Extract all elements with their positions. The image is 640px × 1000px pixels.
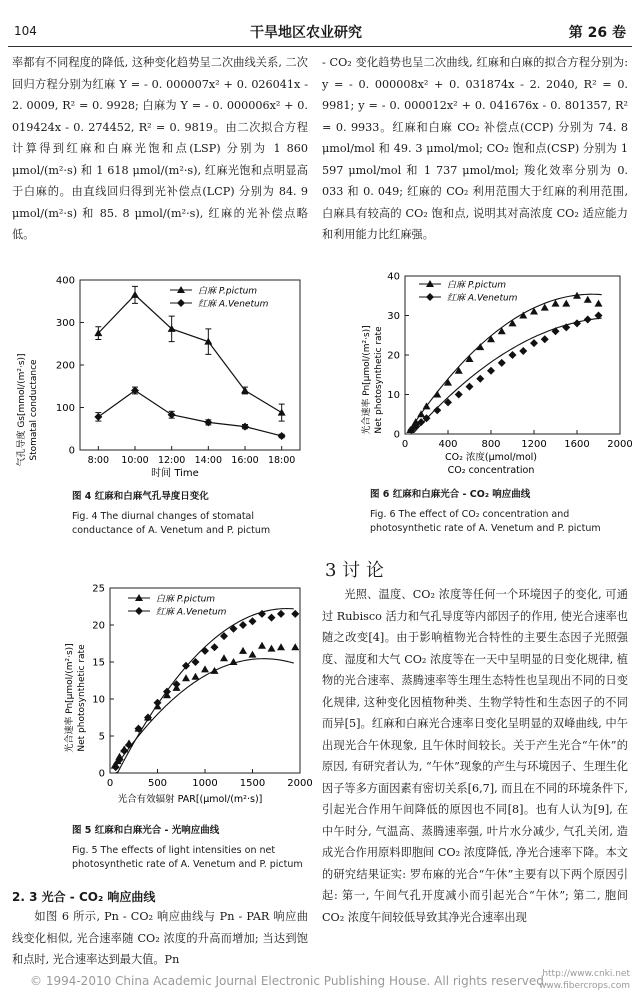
fig6-data-point — [509, 319, 517, 326]
fig5-data-point — [268, 614, 276, 622]
fig5-data-point — [230, 658, 238, 665]
fig4-ylabel-en: Stomatal conductance — [29, 359, 39, 461]
fig5-xtick-label: 1500 — [239, 778, 266, 789]
fig5-ylabel-zh: 光合速率 Pn[μmol/(m²·s)] — [65, 643, 75, 753]
fig6-data-point — [487, 367, 495, 375]
fig4-xlabel: 时间 Time — [151, 468, 199, 479]
section-2-3-text — [12, 906, 308, 971]
section-3-text — [322, 584, 628, 928]
fig5-data-point — [192, 673, 200, 680]
fig6-data-point — [455, 391, 463, 399]
fig5-data-point — [211, 643, 219, 651]
fig5-caption-en: Fig. 5 The effects of light intensities on net photosynthetic rate of A. Venetum and P. pictum — [72, 845, 303, 870]
fig5-data-point — [249, 651, 257, 658]
fig4-xtick-label: 12:00 — [157, 455, 186, 466]
fig6-data-point — [595, 300, 603, 307]
fig6-ylabel-zh: 光合速率 Pn[μmol/(m²·s)] — [362, 325, 372, 435]
page-footer — [0, 964, 640, 1000]
fig5-data-point — [277, 643, 285, 650]
legend-marker — [177, 299, 185, 307]
fig4-ylabel-zh: 气孔导度 Gs[mmol/(m²·s)] — [17, 353, 27, 467]
fig4-ytick-label: 100 — [55, 403, 75, 414]
fig5-data-point — [239, 647, 247, 654]
fig5-ytick-label: 5 — [98, 731, 105, 743]
figure-5 — [10, 578, 313, 808]
fig6-fit-curve — [414, 294, 602, 424]
left-column-text — [12, 52, 308, 246]
fig6-data-point — [573, 319, 581, 327]
fig6-data-point — [584, 296, 592, 303]
fig4-data-point — [131, 387, 139, 395]
fig5-ytick-label: 0 — [98, 768, 105, 780]
fig4-caption-en: Fig. 4 The diurnal changes of stomatal conductance of A. Venetum and P. pictum — [72, 511, 271, 536]
fig6-caption-en: Fig. 6 The effect of CO₂ concentration and photosynthetic rate of A. Venetum and P. pictum — [370, 509, 601, 534]
fig5-ytick-label: 20 — [92, 620, 105, 632]
page-number: 104 — [14, 24, 37, 38]
fig6-data-point — [541, 335, 549, 343]
fig4-data-point — [278, 409, 286, 416]
fig6-data-point — [423, 402, 431, 409]
fig4-xtick-label: 10:00 — [121, 455, 149, 466]
fig6-xtick-label: 800 — [481, 439, 501, 450]
fig6-xlabel-en: CO₂ concentration — [447, 465, 535, 476]
figure-4-chart — [10, 270, 310, 480]
fig6-data-point — [476, 343, 484, 350]
fig6-ytick-label: 40 — [387, 271, 400, 283]
figure-5-chart — [10, 578, 313, 808]
fig6-data-point — [509, 351, 517, 359]
fig5-data-point — [201, 665, 209, 672]
paragraph: 光照、温度、CO₂ 浓度等任何一个环境因子的变化, 可通过 Rubisco 活力和气孔导度等内部因子的作用, 使光合速率也随之改变[4]。由于影响植物光合特性的主要生态因子光照强度、湿度和大气 CO₂ 浓度等在一天中呈明显的日变化规律, 植物的光合速率、蒸腾速率等生理生态特性也呈现出不同的日变化规律, 这种变化因植物种类、生物学特性和生态因子的不同而异[5]。红麻和白麻光合速率日变化呈明显的双峰曲线, 中午出现光合午休现象, 且午休时间较长。关于产生光合“午休”的原因, 有研究者认为, “午休”现象的产生与环境因子、生理生化因子等多方面因素有密切关系[6,7], 而且在不同的环境条件下, 引起光合作用午间降低的原因也不同[8]。也有人认为[9], 在中午时分, 气温高、蒸腾速率强, 叶片水分减少, 气孔关闭, 造成光合作用原料即胞间 CO₂ 浓度降低, 净光合速率下降。本文的研究结果证实: 罗布麻的光合“午休”主要有以下两个原因引起: 第一, 午间气孔开度减小而引起光合“午休”; 第二, 胞间 CO₂ 浓度午间较低导致其净光合速率出现 — [322, 588, 628, 924]
volume-label: 第 26 卷 — [568, 25, 626, 41]
watermark-fibercrops: www.fibercrops.com — [539, 981, 630, 991]
fig6-data-point — [466, 383, 474, 391]
fig5-ytick-label: 15 — [92, 657, 105, 669]
legend-label: 白麻 P.pictum — [198, 286, 258, 297]
fig5-data-point — [277, 610, 285, 618]
fig6-data-point — [519, 347, 527, 355]
legend-label: 白麻 P.pictum — [447, 280, 507, 291]
page-header — [0, 0, 640, 46]
footer-watermark — [539, 968, 630, 992]
fig6-data-point — [476, 375, 484, 383]
fig5-data-point — [249, 617, 257, 625]
fig6-data-point — [417, 410, 425, 417]
fig5-data-point — [268, 645, 276, 652]
fig6-ytick-label: 30 — [387, 311, 400, 322]
fig4-xtick-label: 8:00 — [87, 455, 110, 466]
fig5-data-point — [120, 747, 128, 755]
fig5-data-point — [291, 643, 299, 650]
fig4-xtick-label: 18:00 — [267, 455, 296, 466]
fig6-xtick-label: 1200 — [521, 439, 547, 450]
fig4-data-point — [131, 291, 139, 298]
legend-label: 红麻 A.Venetum — [198, 299, 269, 310]
fig6-data-point — [530, 339, 538, 347]
fig6-xtick-label: 400 — [438, 439, 458, 450]
fig4-caption-zh: 图 4 红麻和白麻气孔导度日变化 — [72, 491, 209, 502]
fig5-xtick-label: 1000 — [192, 778, 218, 789]
figure-4 — [10, 270, 310, 480]
fig5-ytick-label: 10 — [92, 694, 105, 706]
copyright-notice: © 1994-2010 China Academic Journal Electronic Publishing House. All rights reserved. — [30, 974, 548, 988]
fig4-ytick-label: 400 — [55, 275, 75, 287]
section-3-title: 3 讨 论 — [325, 560, 384, 581]
right-column-text — [322, 52, 628, 246]
fig5-data-point — [201, 647, 209, 655]
fig6-data-point — [433, 391, 441, 398]
fig6-data-point — [584, 315, 592, 323]
fig5-ylabel-en: Net photosynthetic rate — [77, 644, 87, 752]
fig4-data-point — [241, 423, 249, 431]
paragraph: - CO₂ 变化趋势也呈二次曲线, 红麻和白麻的拟合方程分别为: y = - 0. 000008x² + 0. 031874x - 2. 2040, R² = 0. 9981; y = - 0. 000012x² + 0. 041676x - 0. 801357, R² = 0. 9933。红麻和白麻 CO₂ 补偿点(CCP) 分别为 74. 8 μmol/mol 和 49. 3 μmol/mol; CO₂ 饱和点(CSP) 分别为 1 597 μmol/mol 和 1 737 μmol/mol; 羧化效率分别为 0. 033 和 0. 049; 红麻的 CO₂ 利用范围大于红麻的利用范围, 白麻具有较高的 CO₂ 饱和点, 说明其对高浓度 CO₂ 适应能力和利用能力比红麻强。 — [322, 56, 628, 241]
paragraph: 如图 6 所示, Pn - CO₂ 响应曲线与 Pn - PAR 响应曲线变化相似, 光合速率随 CO₂ 浓度的升高而增加; 当达到饱和点时, 光合速率达到最大值。Pn — [12, 910, 308, 966]
fig6-data-point — [433, 406, 441, 414]
fig5-data-point — [125, 741, 133, 749]
fig5-caption-zh: 图 5 红麻和白麻光合 - 光响应曲线 — [72, 825, 220, 836]
fig6-caption-zh: 图 6 红麻和白麻光合 - CO₂ 响应曲线 — [370, 489, 531, 500]
figure-5-caption — [72, 824, 312, 872]
fig4-series-line — [98, 295, 281, 413]
section-2-3-title: 2. 3 光合 - CO₂ 响应曲线 — [12, 890, 156, 904]
fig5-xtick-label: 2000 — [287, 778, 313, 789]
legend-marker — [135, 607, 143, 615]
fig5-xtick-label: 500 — [147, 778, 168, 789]
figure-6-caption — [370, 488, 628, 536]
fig4-data-point — [94, 413, 102, 421]
fig4-data-point — [278, 432, 286, 440]
header-rule — [8, 46, 632, 47]
figure-4-caption — [72, 490, 302, 538]
fig6-data-point — [562, 300, 570, 307]
fig6-xtick-label: 0 — [401, 439, 409, 450]
fig6-data-point — [552, 327, 560, 335]
fig5-data-point — [182, 674, 190, 681]
fig6-xtick-label: 2000 — [607, 439, 633, 450]
fig4-ytick-label: 200 — [55, 360, 75, 372]
legend-marker — [426, 293, 434, 301]
fig5-data-point — [211, 667, 219, 674]
fig5-ytick-label: 25 — [92, 583, 105, 595]
fig5-xlabel: 光合有效辐射 PAR[(μmol/(m²·s)] — [117, 794, 263, 805]
fig4-ytick-label: 300 — [55, 318, 75, 329]
fig6-xtick-label: 1600 — [564, 439, 590, 450]
fig5-xtick-label: 0 — [106, 778, 114, 789]
fig6-ytick-label: 10 — [387, 390, 400, 401]
fig4-xtick-label: 14:00 — [194, 455, 223, 466]
fig4-series-line — [98, 391, 281, 436]
figure-6-chart — [325, 268, 633, 480]
fig6-ytick-label: 20 — [387, 350, 400, 362]
fig6-ylabel-en: Net photosynthetic rate — [374, 326, 384, 434]
fig6-fit-curve — [414, 318, 602, 433]
fig4-xtick-label: 16:00 — [231, 455, 259, 466]
fig4-ytick-label: 0 — [68, 445, 75, 457]
figure-6 — [325, 268, 633, 480]
watermark-cnki: http://www.cnki.net — [542, 969, 630, 979]
legend-label: 红麻 A.Venetum — [156, 607, 227, 618]
fig6-data-point — [530, 308, 538, 315]
paragraph: 率都有不同程度的降低, 这种变化趋势呈二次曲线关系, 二次回归方程分别为红麻 Y = - 0. 000007x² + 0. 026041x - 2. 0009, R² = 0. 9928; 白麻为 Y = - 0. 000006x² + 0. 019424x - 0. 274452, R² = 0. 9819。由二次拟合方程计算得到红麻和白麻光饱和点(LSP) 分别为 1 860 μmol/(m²·s) 和 1 618 μmol/(m²·s), 红麻光饱和点明显高于白麻的。由直线回归得到光补偿点(LCP) 分别为 84. 9 μmol/(m²·s) 和 85. 8 μmol/(m²·s), 红麻的光补偿点略低。 — [12, 56, 308, 241]
fig5-data-point — [291, 610, 299, 618]
fig6-xlabel-zh: CO₂ 浓度(μmol/mol) — [444, 452, 538, 463]
legend-label: 红麻 A.Venetum — [447, 293, 518, 304]
fig4-data-point — [168, 411, 176, 419]
fig5-data-point — [230, 625, 238, 633]
fig5-fit-curve — [116, 609, 294, 773]
fig6-data-point — [498, 359, 506, 367]
fig6-ytick-label: 0 — [393, 429, 400, 441]
fig5-fit-curve — [116, 659, 294, 767]
journal-title: 干旱地区农业研究 — [250, 25, 362, 41]
fig5-data-point — [239, 621, 247, 629]
fig5-data-point — [258, 642, 266, 649]
fig5-data-point — [220, 654, 228, 661]
fig6-data-point — [498, 327, 506, 334]
legend-label: 白麻 P.pictum — [156, 594, 216, 605]
